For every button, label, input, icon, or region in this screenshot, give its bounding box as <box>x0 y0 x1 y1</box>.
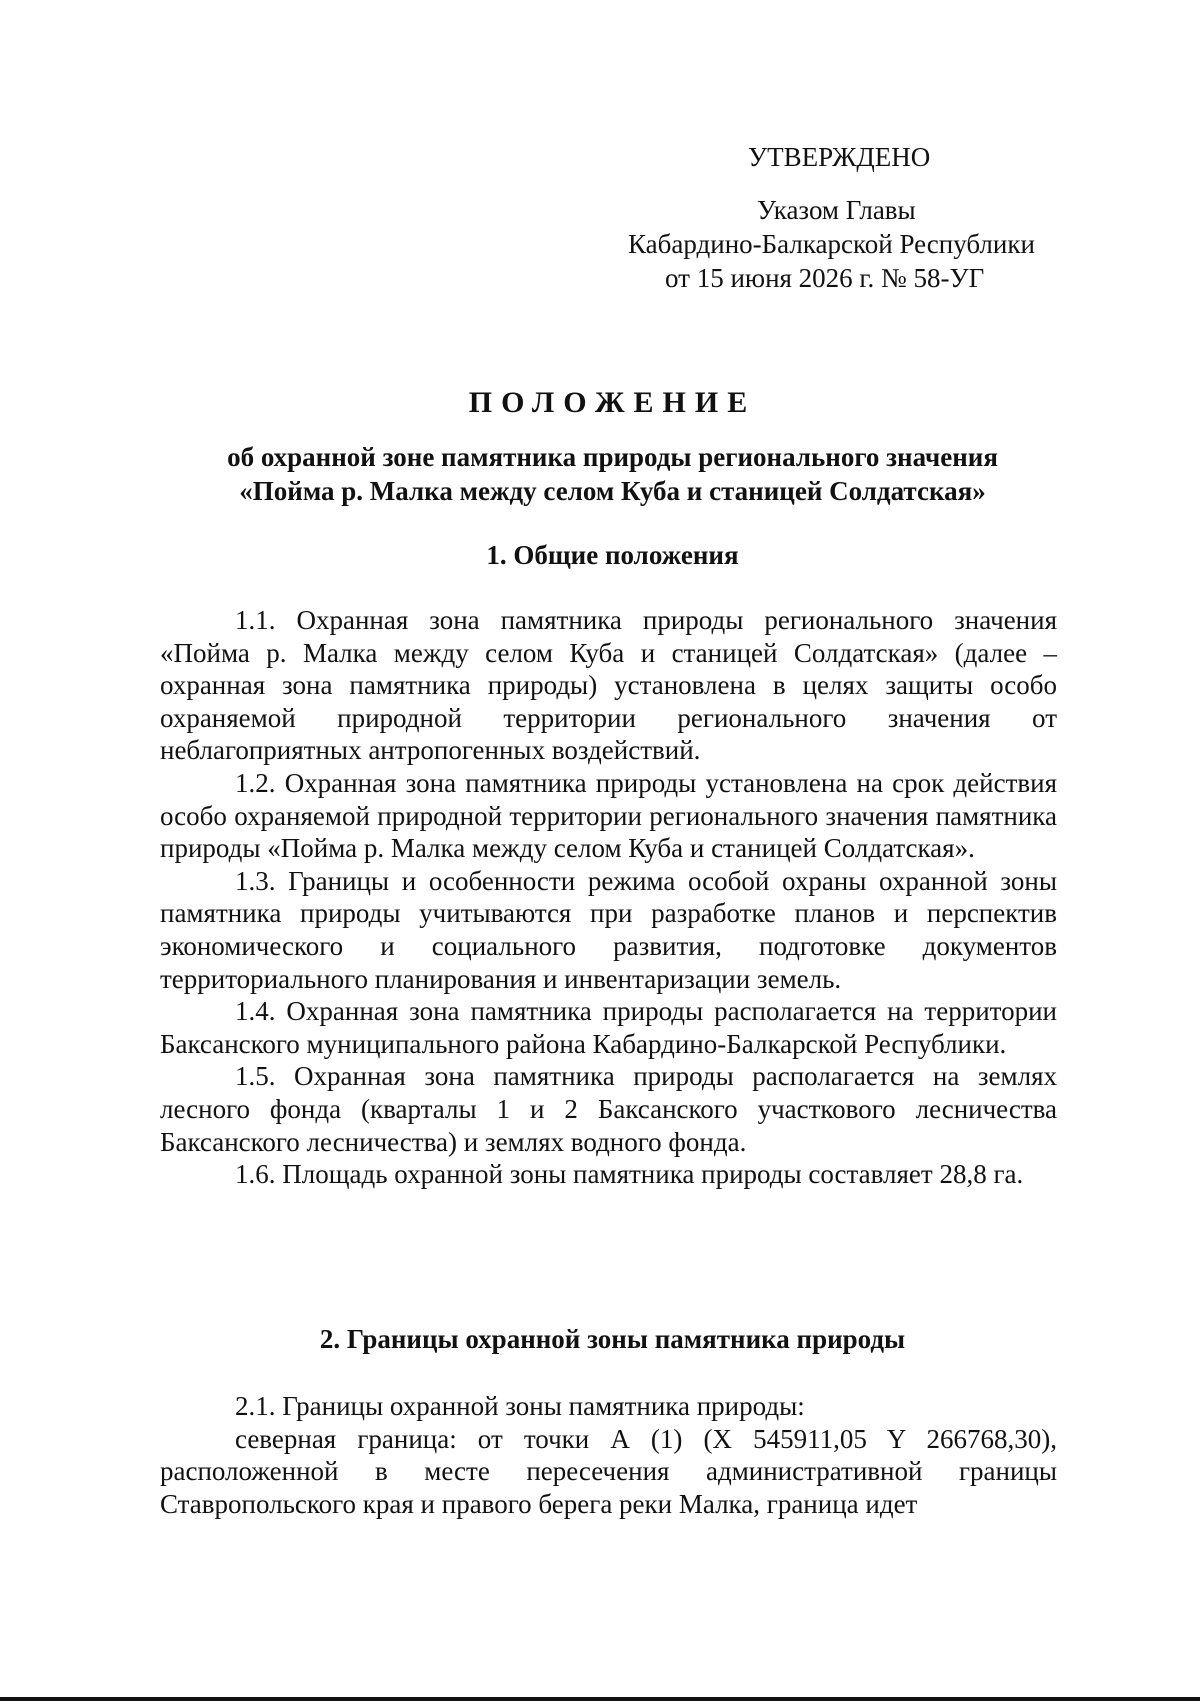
paragraph-1-4: 1.4. Охранная зона памятника природы располагается на территории Баксанского муниципального района Кабардино-Балкарской Республики. <box>160 996 1057 1059</box>
section-2-body <box>160 1390 1057 1520</box>
approval-decree-line: Указом Главы <box>757 195 916 225</box>
section-1-heading: 1. Общие положения <box>486 540 739 570</box>
section-1-body <box>160 604 1057 1191</box>
document-subtitle <box>160 440 1065 508</box>
approval-stamp: УТВЕРЖДЕНО <box>748 142 931 172</box>
section-2-heading: 2. Границы охранной зоны памятника природы <box>319 1324 906 1354</box>
subtitle-line-1: об охранной зоне памятника природы регионального значения <box>227 442 998 472</box>
subtitle-line-2: «Пойма р. Малка между селом Куба и станицей Солдатская» <box>239 476 986 506</box>
paragraph-1-5: 1.5. Охранная зона памятника природы располагается на землях лесного фонда (кварталы 1 и 2 Баксанского участкового лесничества Баксанского лесничества) и землях водного фонда. <box>160 1061 1057 1157</box>
paragraph-2-1: 2.1. Границы охранной зоны памятника природы: <box>235 1391 805 1421</box>
approval-republic-line: Кабардино-Балкарской Республики <box>628 229 1035 259</box>
paragraph-1-1: 1.1. Охранная зона памятника природы регионального значения «Пойма р. Малка между селом Куба и станицей Солдатская» (далее – охранная зона памятника природы) установлена в целях защиты особо охраняемой природной территории регионального значения от неблагоприятных антропогенных воздействий. <box>160 605 1057 766</box>
document-title: ПОЛОЖЕНИЕ <box>468 386 757 419</box>
paragraph-1-3: 1.3. Границы и особенности режима особой охраны охранной зоны памятника природы учитываются при разработке планов и перспектив экономического и социального развития, подготовке документов территориального планирования и инвентаризации земель. <box>160 865 1057 994</box>
scan-bottom-edge <box>0 1697 1200 1701</box>
paragraph-1-2: 1.2. Охранная зона памятника природы установлена на срок действия особо охраняемой природной территории регионального значения памятника природы «Пойма р. Малка между селом Куба и станицей Солдатская». <box>160 767 1057 864</box>
paragraph-north-boundary: северная граница: от точки А (1) (X 545911,05 Y 266768,30), расположенной в месте пересечения административной границы Ставропольского края и правого берега реки Малка, граница идет <box>160 1423 1057 1519</box>
paragraph-1-6: 1.6. Площадь охранной зоны памятника природы составляет 28,8 га. <box>235 1159 1024 1190</box>
approval-date-line: от 15 июня 2026 г. № 58-УГ <box>665 263 985 293</box>
